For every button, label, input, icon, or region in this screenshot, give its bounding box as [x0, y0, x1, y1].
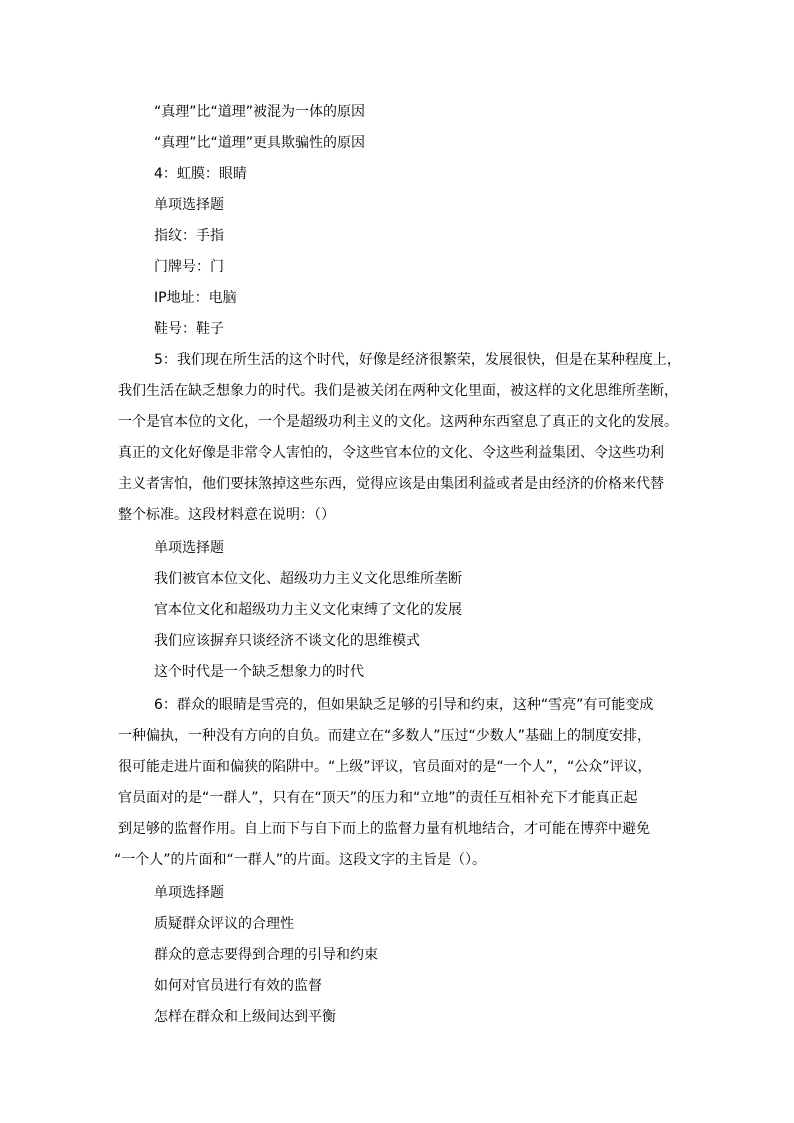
question-title: 4：虹膜：眼睛	[154, 166, 247, 182]
option-text: 官本位文化和超级功力主义文化束缚了文化的发展	[154, 602, 462, 618]
question-paragraph-line: “一个人”的片面和“一群人”的片面。这段文字的主旨是（）。	[114, 852, 487, 868]
question-paragraph-line: 很可能走进片面和偏狭的陷阱中。“上级”评议，官员面对的是“一个人”，“公众”评议，	[118, 759, 652, 775]
option-text: 这个时代是一个缺乏想象力的时代	[154, 664, 364, 680]
option-text: 我们应该摒弃只谈经济不谈文化的思维模式	[154, 633, 420, 649]
option-text: 群众的意志要得到合理的引导和约束	[154, 947, 378, 963]
question-paragraph-line: 到足够的监督作用。自上而下与自下而上的监督力量有机地结合，才可能在博弈中避免	[118, 821, 650, 837]
option-text: 鞋号：鞋子	[154, 321, 224, 337]
option-text: “真理”比“道理”更具欺骗性的原因	[154, 135, 366, 151]
question-paragraph-line: 官员面对的是“一群人”，只有在“顶天”的压力和“立地”的责任互相补充下才能真正起	[118, 790, 638, 806]
option-text: IP地址：电脑	[154, 290, 237, 306]
question-type-label: 单项选择题	[154, 197, 224, 213]
question-paragraph-line: 主义者害怕，他们要抹煞掉这些东西，觉得应该是由集团利益或者是由经济的价格来代替	[118, 476, 664, 492]
option-text: 质疑群众评议的合理性	[154, 916, 294, 932]
question-paragraph-line: 真正的文化好像是非常令人害怕的，令这些官本位的文化、令这些利益集团、令这些功利	[118, 445, 664, 461]
option-text: 门牌号：门	[154, 259, 224, 275]
option-text: 我们被官本位文化、超级功力主义文化思维所垄断	[154, 571, 462, 587]
option-text: “真理”比“道理”被混为一体的原因	[154, 104, 366, 120]
option-text: 如何对官员进行有效的监督	[154, 978, 322, 994]
option-text: 指纹：手指	[154, 228, 224, 244]
question-paragraph-line: 一个是官本位的文化，一个是超级功利主义的文化。这两种东西窒息了真正的文化的发展。	[118, 414, 678, 430]
option-text: 怎样在群众和上级间达到平衡	[154, 1009, 336, 1025]
question-paragraph-line: 一种偏执，一种没有方向的自负。而建立在“多数人”压过“少数人”基础上的制度安排，	[118, 728, 652, 744]
question-type-label: 单项选择题	[154, 540, 224, 556]
question-paragraph-line: 5：我们现在所生活的这个时代，好像是经济很繁荣，发展很快，但是在某种程度上，	[154, 352, 681, 368]
question-paragraph-line: 整个标准。这段材料意在说明：（）	[118, 507, 335, 523]
question-paragraph-line: 6：群众的眼睛是雪亮的，但如果缺乏足够的引导和约束，这种“雪亮”有可能变成	[154, 697, 654, 713]
question-type-label: 单项选择题	[154, 885, 224, 901]
question-paragraph-line: 我们生活在缺乏想象力的时代。我们是被关闭在两种文化里面，被这样的文化思维所垄断，	[118, 383, 678, 399]
